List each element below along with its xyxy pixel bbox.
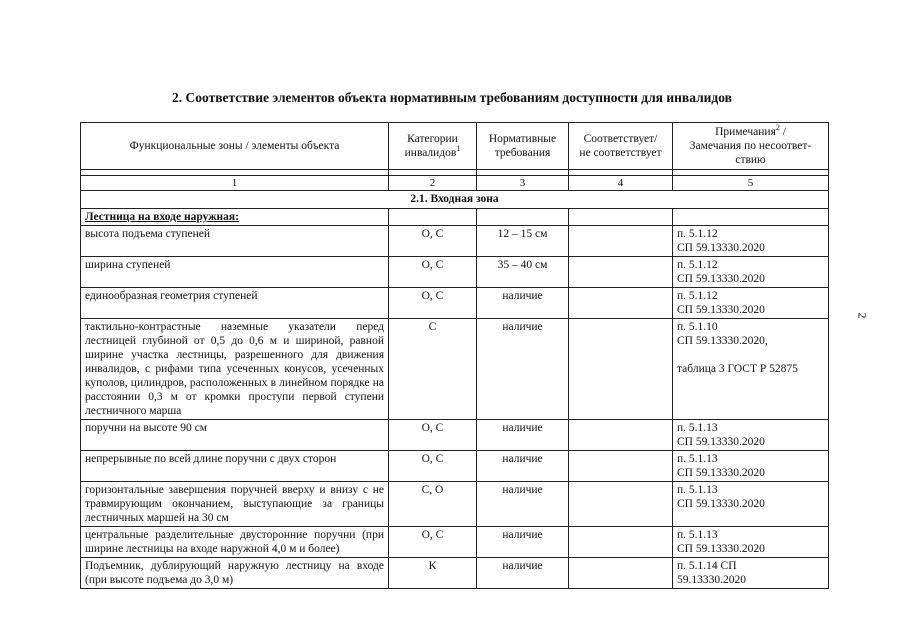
column-number: 5: [673, 176, 829, 191]
compliance-cell: [569, 420, 673, 451]
compliance-cell: [569, 451, 673, 482]
note-line: п. 5.1.13: [677, 453, 718, 465]
requirement-cell: наличие: [477, 451, 569, 482]
footnote-2-marker: 2: [775, 123, 780, 133]
element-cell: горизонтальные завершения поручней вверху и внизу с не травмирующим окончанием, выступающие за границы лестничных маршей на 30 см: [81, 482, 389, 527]
category-cell: С, О: [389, 482, 477, 527]
header-requirements: [477, 123, 569, 170]
notes-cell: [673, 527, 829, 558]
category-cell: О, С: [389, 257, 477, 288]
note-line: СП 59.13330.2020,: [677, 335, 768, 347]
table-row: [81, 319, 829, 420]
compliance-cell: [569, 226, 673, 257]
element-cell: центральные разделительные двусторонние поручни (при ширине лестницы на входе наружной 4,0 м и более): [81, 527, 389, 558]
table-row: [81, 257, 829, 288]
notes-cell: [673, 257, 829, 288]
note-line: п. 5.1.12: [677, 259, 718, 271]
notes-cell: [673, 558, 829, 589]
table-row: [81, 527, 829, 558]
compliance-cell: [569, 257, 673, 288]
table-row: [81, 420, 829, 451]
element-cell: тактильно-контрастные наземные указатели перед лестницей глубиной от 0,5 до 0,6 м и шириной, равной ширине участка лестницы, разрешенного для движения инвалидов, с рифами типа усеченных конусов, усеченных куполов, цилиндров, расположенных в линейном порядке на расстоянии 0,3 м от кромки проступи первой ступени лестничного марша: [81, 319, 389, 420]
requirement-cell: наличие: [477, 420, 569, 451]
notes-cell: [673, 226, 829, 257]
compliance-cell: [569, 319, 673, 420]
group-title: Лестница на входе наружная:: [81, 209, 389, 226]
requirement-cell: наличие: [477, 482, 569, 527]
note-line: п. 5.1.14 СП: [677, 560, 737, 572]
header-notes-line1: Примечания: [715, 126, 776, 138]
category-cell: О, С: [389, 226, 477, 257]
section-title: 2.1. Входная зона: [81, 191, 829, 209]
requirement-cell: наличие: [477, 319, 569, 420]
header-elements: Функциональные зоны / элементы объекта: [81, 123, 389, 170]
note-line: п. 5.1.10: [677, 321, 718, 333]
note-line: СП 59.13330.2020: [677, 467, 765, 479]
category-cell: К: [389, 558, 477, 589]
column-number-row: [81, 176, 829, 191]
page-number: 2: [855, 312, 870, 319]
category-cell: О, С: [389, 451, 477, 482]
element-cell: высота подъема ступеней: [81, 226, 389, 257]
table-body: [81, 226, 829, 589]
table-row: [81, 226, 829, 257]
note-line: СП 59.13330.2020: [677, 543, 765, 555]
note-line: СП 59.13330.2020: [677, 436, 765, 448]
element-cell: Подъемник, дублирующий наружную лестницу на входе (при высоте подъема до 3,0 м): [81, 558, 389, 589]
header-categories-line1: Категории: [407, 133, 458, 145]
page-title: 2. Соответствие элементов объекта нормативным требованиям доступности для инвалидов: [172, 90, 732, 105]
notes-cell: [673, 319, 829, 420]
table-row: [81, 482, 829, 527]
element-cell: ширина ступеней: [81, 257, 389, 288]
note-line: п. 5.1.13: [677, 529, 718, 541]
requirement-cell: наличие: [477, 558, 569, 589]
element-cell: единообразная геометрия ступеней: [81, 288, 389, 319]
category-cell: О, С: [389, 527, 477, 558]
note-line: СП 59.13330.2020: [677, 273, 765, 285]
element-cell: поручни на высоте 90 см: [81, 420, 389, 451]
note-line: СП 59.13330.2020: [677, 304, 765, 316]
note-line: п. 5.1.13: [677, 484, 718, 496]
notes-cell: [673, 288, 829, 319]
requirement-cell: 12 – 15 см: [477, 226, 569, 257]
column-number: 1: [81, 176, 389, 191]
requirement-cell: 35 – 40 см: [477, 257, 569, 288]
note-line: п. 5.1.12: [677, 290, 718, 302]
table-row: [81, 451, 829, 482]
section-row: [81, 191, 829, 209]
note-line: таблица 3 ГОСТ Р 52875: [677, 363, 798, 375]
notes-cell: [673, 451, 829, 482]
requirement-cell: наличие: [477, 527, 569, 558]
category-cell: О, С: [389, 288, 477, 319]
notes-cell: [673, 420, 829, 451]
compliance-cell: [569, 482, 673, 527]
requirements-table: [80, 122, 829, 589]
header-requirements-line2: требования: [494, 147, 551, 159]
header-compliance: [569, 123, 673, 170]
table-row: [81, 288, 829, 319]
notes-cell: [673, 482, 829, 527]
header-compliance-line1: Соответствует/: [583, 133, 658, 145]
note-line: СП 59.13330.2020: [677, 242, 765, 254]
header-requirements-line1: Нормативные: [488, 133, 557, 145]
note-line: СП 59.13330.2020: [677, 498, 765, 510]
category-cell: О, С: [389, 420, 477, 451]
compliance-cell: [569, 288, 673, 319]
requirement-cell: наличие: [477, 288, 569, 319]
header-compliance-line2: не соответствует: [579, 147, 662, 159]
header-categories-line2: инвалидов: [404, 147, 457, 159]
table-row: [81, 558, 829, 589]
footnote-1-marker: 1: [456, 144, 461, 154]
element-cell: непрерывные по всей длине поручни с двух сторон: [81, 451, 389, 482]
note-line: 59.13330.2020: [677, 574, 746, 586]
group-row: [81, 209, 829, 226]
category-cell: С: [389, 319, 477, 420]
header-notes: [673, 123, 829, 170]
header-categories: [389, 123, 477, 170]
header-notes-line2: Замечания по несоответ-: [689, 140, 812, 152]
note-line: п. 5.1.12: [677, 228, 718, 240]
column-number: 3: [477, 176, 569, 191]
header-notes-line3: ствию: [735, 154, 766, 166]
header-row: [81, 123, 829, 170]
compliance-cell: [569, 558, 673, 589]
note-line: п. 5.1.13: [677, 422, 718, 434]
column-number: 4: [569, 176, 673, 191]
header-notes-line1-tail: /: [779, 126, 786, 138]
column-number: 2: [389, 176, 477, 191]
compliance-cell: [569, 527, 673, 558]
